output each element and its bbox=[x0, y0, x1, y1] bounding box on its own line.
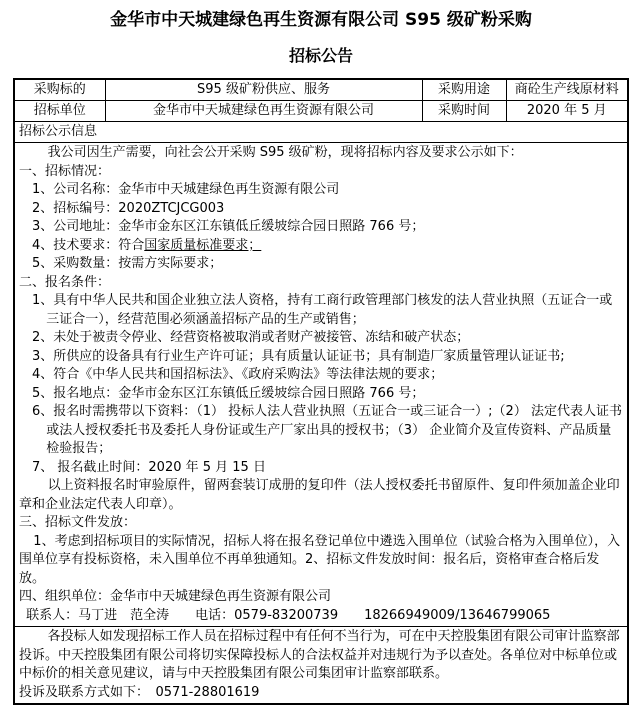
tech-requirement-underlined: 国家质量标准要求； bbox=[144, 237, 262, 253]
section3-heading: 三、招标文件发放： bbox=[19, 515, 137, 530]
tender-info-table bbox=[13, 78, 629, 705]
purchase-purpose-value: 商砼生产线原材料 bbox=[506, 79, 628, 101]
qualification-item-2: 2、未处于被责令停业、经营资格被取消或者财产被接管、冻结和破产状态； bbox=[32, 330, 470, 345]
section4-heading: 四、组织单位：金华市中天城建绿色再生资源有限公司 bbox=[19, 589, 332, 604]
company-address-item: 3、公司地址：金华市金东区江东镇低丘缓坡综合园日照路 766 号； bbox=[32, 219, 425, 234]
complaint-contact-line: 投诉及联系方式如下： 0571-28801619 bbox=[19, 684, 260, 700]
purchase-time-value: 2020 年 5 月 bbox=[506, 101, 628, 122]
purchase-purpose-label: 采购用途 bbox=[422, 79, 506, 101]
qualification-item-4: 4、符合《中华人民共和国招标法》、《政府采购法》等法律法规的要求； bbox=[32, 367, 444, 382]
document-title: 金华市中天城建绿色再生资源有限公司 S95 级矿粉采购 bbox=[110, 10, 532, 30]
complaint-paragraph: 各投标人如发现招标工作人员在招标过程中有任何不当行为，可在中天控股集团有限公司审计监察部投诉。中天控股集团有限公司将切实保障投标人的合法权益并对违规行为予以查处。各单位对中标单位或中标价的相关意见建议，请与中天控股集团有限公司集团审计监察部联系。 bbox=[19, 629, 620, 681]
company-name-item: 1、公司名称：金华市中天城建绿色再生资源有限公司 bbox=[32, 182, 340, 197]
contact-persons-line: 联系人：马丁进 范全涛 电话：0579-83200739 18266949009/13646799065 bbox=[26, 607, 551, 623]
registration-materials-item: 6、报名时需携带以下资料：（1） 投标人法人营业执照（五证合一或三证合一）;（2） 法定代表人证书或法人授权委托书及委托人身份证或生产厂家出具的授权书；（3） 企业简介及宣传资料、产品质量检验报告； bbox=[32, 404, 622, 456]
summary-row-1 bbox=[14, 79, 628, 101]
summary-row-2 bbox=[14, 101, 628, 122]
registration-place-item: 5、报名地点：金华市金东区江东镇低丘缓坡综合园日照路 766 号； bbox=[32, 385, 425, 401]
purchase-time-label: 采购时间 bbox=[422, 101, 506, 122]
document-subtitle: 招标公告 bbox=[288, 46, 353, 65]
tech-requirement-prefix: 4、技术要求：符合 bbox=[32, 237, 145, 253]
materials-note-paragraph: 以上资料报名时审验原件，留两套装订成册的复印件（法人授权委托书留原件、复印件须加盖企业印章和企业法定代表人印章）。 bbox=[19, 478, 620, 512]
section2-heading: 二、报名条件： bbox=[19, 274, 111, 290]
announcement-body-row bbox=[14, 143, 628, 627]
tender-announcement-page bbox=[0, 8, 642, 700]
registration-deadline-item: 7、 报名截止时间：2020 年 5 月 15 日 bbox=[32, 459, 266, 475]
announcement-info-section-title: 招标公示信息 bbox=[14, 122, 628, 143]
purchase-subject-label: 采购标的 bbox=[14, 79, 105, 101]
intro-paragraph: 我公司因生产需要，向社会公开采购 S95 级矿粉，现将招标内容及要求公示如下： bbox=[47, 145, 523, 160]
tender-unit-value: 金华市中天城建绿色再生资源有限公司 bbox=[105, 101, 422, 122]
tender-number-item: 2、招标编号：2020ZTCJCG003 bbox=[32, 200, 225, 216]
section1-heading: 一、招标情况： bbox=[19, 163, 111, 179]
complaint-row bbox=[14, 627, 628, 705]
purchase-subject-value: S95 级矿粉供应、服务 bbox=[105, 79, 422, 101]
tender-unit-label: 招标单位 bbox=[14, 101, 105, 122]
complaint-cell bbox=[14, 627, 628, 705]
document-issuance-paragraph: 1、考虑到招标项目的实际情况，招标人将在报名登记单位中遴选入围单位（试验合格为入围单位），入围单位享有投标资格，未入围单位不再单独通知。2、招标文件发放时间：报名后，资格审查合格后发放。 bbox=[19, 533, 621, 586]
announcement-body-cell bbox=[14, 143, 628, 627]
purchase-quantity-item: 5、采购数量：按需方实际要求； bbox=[32, 256, 223, 271]
tech-requirement-item bbox=[19, 237, 623, 256]
qualification-item-3: 3、所供应的设备具有行业生产许可证；具有质量认证证书；具有制造厂家质量管理认证证书; bbox=[32, 348, 565, 364]
qualification-item-1: 1、具有中华人民共和国企业独立法人资格，持有工商行政管理部门核发的法人营业执照（五证合一或三证合一），经营范围必须涵盖招标产品的生产或销售； bbox=[32, 293, 613, 327]
section-title-row bbox=[14, 122, 628, 143]
